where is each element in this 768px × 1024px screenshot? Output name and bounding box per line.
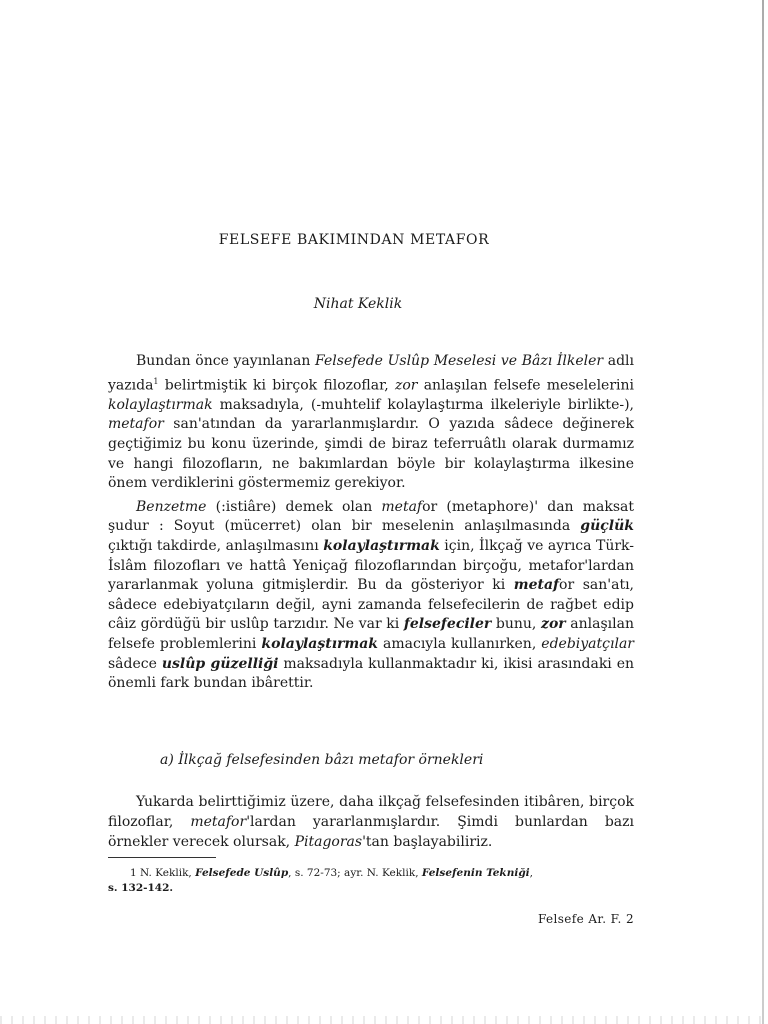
italic-text: Felsefede Uslûp Meselesi ve Bâzı İlkeler xyxy=(315,353,604,369)
page-edge-shadow xyxy=(762,0,764,1024)
page-footer: Felsefe Ar. F. 2 xyxy=(537,912,634,926)
article-body xyxy=(108,352,634,694)
section-heading: a) İlkçağ felsefesinden bâzı metafor örnekleri xyxy=(160,752,484,768)
italic-text: Benzetme xyxy=(136,498,207,515)
text-run: maksadıyla kullanmaktadır ki, ikisi arasındaki en önemli fark bundan ibârettir. xyxy=(108,655,635,692)
italic-text: Felsefenin Tekniği xyxy=(421,867,530,879)
text-run: Bundan önce yayınlanan xyxy=(136,353,316,369)
italic-text: Felsefede Uslûp xyxy=(195,867,289,879)
footnote-line-2: s. 132-142. xyxy=(108,882,174,894)
italic-text: metaf xyxy=(513,577,560,594)
text-run: 1 N. Keklik, xyxy=(130,867,196,879)
italic-text: kolaylaştırmak xyxy=(108,396,213,413)
text-run: adlı yazıda xyxy=(108,353,634,394)
text-run: or (metaphore)' dan maksat şudur : Soyut (mücerret) olan bir meselenin anlaşılmasında xyxy=(108,498,635,535)
text-run: Yukarda belirttiğimiz üzere, daha ilkçağ felsefesinden itibâren, birçok filozoflar, xyxy=(108,794,634,830)
paragraph-2 xyxy=(108,498,634,694)
text-run: bunu, xyxy=(491,616,542,633)
footnote-ref: 1 xyxy=(153,376,159,386)
text-run: için, İlkçağ ve ayrıca Türk-İslâm filozofları ve hattâ Yeniçağ filozoflarından birçoğu, metafor'lardan yararlanmak yoluna gitmişlerdir. Bu da gösteriyor ki xyxy=(108,538,634,594)
italic-text: metaf xyxy=(381,498,423,515)
article-title: FELSEFE BAKIMINDAN METAFOR xyxy=(218,232,490,248)
footnote-line-1 xyxy=(108,866,634,881)
text-run: san'atından da yararlanmışlardır. O yazıda sâdece değinerek geçtiğimiz bu konu üzerinde, şimdi de biraz teferruâtlı olarak durmamız ve hangi filozofların, ne bakımlardan böyle bir kolaylaştırma ilkesine önem verdiklerini göstermemiz gerekiyor. xyxy=(108,416,634,492)
paragraph-1 xyxy=(108,352,634,494)
scan-noise-bottom xyxy=(0,1016,768,1024)
italic-text: uslûp güzelliği xyxy=(161,655,279,672)
italic-text: felsefeciler xyxy=(403,616,492,633)
text-run: sâdece xyxy=(108,655,162,672)
text-run: belirtmiştik ki birçok filozoflar, xyxy=(158,377,395,394)
italic-text: edebiyatçılar xyxy=(541,635,634,652)
text-run: çıktığı takdirde, anlaşılmasını xyxy=(108,538,324,554)
italic-text: kolaylaştırmak xyxy=(323,538,440,554)
article-body-continued xyxy=(108,792,634,852)
text-run: anlaşılan felsefe meselelerini xyxy=(417,377,634,394)
text-run: amacıyla kullanırken, xyxy=(378,635,542,652)
text-run: (:istiâre) demek olan xyxy=(206,498,382,515)
footnote xyxy=(108,866,634,896)
text-run: anlaşılan felsefe problemlerini xyxy=(108,616,635,652)
italic-text: zor xyxy=(394,377,418,394)
paragraph-3 xyxy=(108,792,634,852)
text-run: or san'atı, sâdece edebiyatçıların değil, ayni zamanda felsefecilerin de rağbet edip câiz gördüğü bir uslûp tarzıdır. Ne var ki xyxy=(108,577,634,633)
text-run: 'tan başlayabiliriz. xyxy=(362,834,493,850)
author-name: Nihat Keklik xyxy=(313,296,403,312)
italic-text: metafor xyxy=(108,416,164,433)
footnote-divider xyxy=(108,857,216,858)
text-run: , xyxy=(529,867,533,879)
italic-text: zor xyxy=(541,616,566,633)
italic-text: güçlük xyxy=(580,518,634,535)
italic-text: Pitagoras xyxy=(294,834,363,850)
italic-text: kolaylaştırmak xyxy=(261,635,379,652)
italic-text: metafor xyxy=(190,814,247,830)
text-run: maksadıyla, (-muhtelif kolaylaştırma ilkeleriyle birlikte-), xyxy=(212,396,634,413)
text-run: , s. 72-73; ayr. N. Keklik, xyxy=(288,867,422,879)
text-run: 'lardan yararlanmışlardır. Şimdi bunlardan bazı örnekler verecek olursak, xyxy=(108,814,634,850)
